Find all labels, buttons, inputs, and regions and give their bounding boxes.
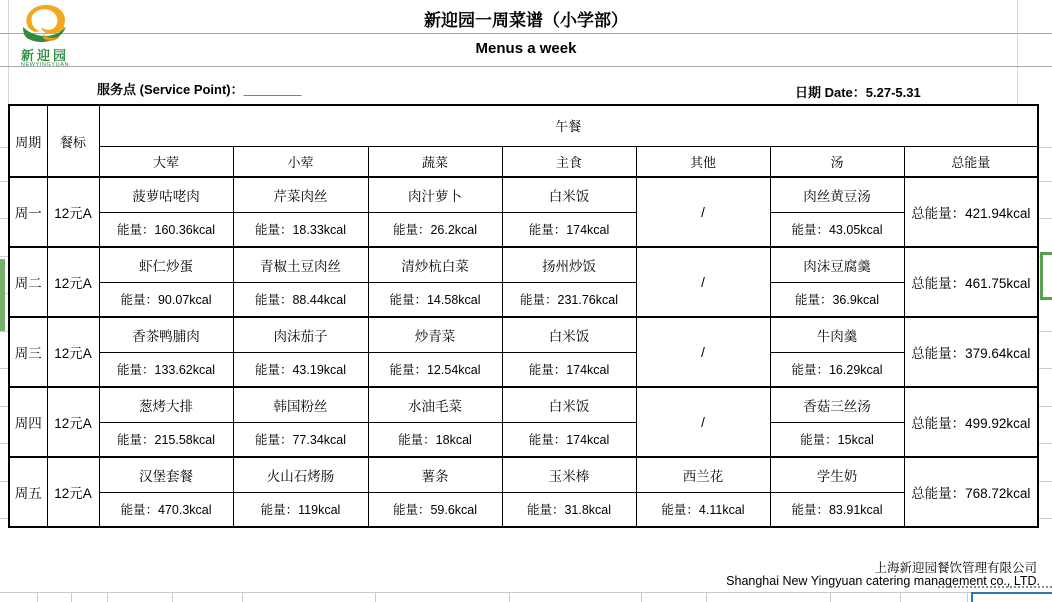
cell-energy[interactable]: 能量：88.44kcal [233,282,368,317]
cell-total[interactable]: 总能量：379.64kcal [904,317,1038,387]
gridline [0,592,1052,593]
cell-other-slash[interactable]: / [636,177,770,247]
cell-dish[interactable]: 香菇三丝汤 [770,387,904,422]
cell-energy[interactable]: 能量：18.33kcal [233,212,368,247]
cell-price[interactable]: 12元A [47,177,99,247]
gridline [1039,443,1052,444]
cell-dish[interactable]: 白米饭 [502,317,636,352]
cell-day[interactable]: 周三 [9,317,47,387]
cell-dish[interactable]: 葱烤大排 [99,387,233,422]
header-cell-staple[interactable]: 主食 [502,146,636,177]
cell-dish[interactable]: 青椒土豆肉丝 [233,247,368,282]
cell-dish[interactable]: 白米饭 [502,177,636,212]
company-logo-graphic [13,1,77,47]
gridline [37,592,38,602]
cell-energy[interactable]: 能量：160.36kcal [99,212,233,247]
cell-day[interactable]: 周五 [9,457,47,527]
gridline [1039,406,1052,407]
cell-dish[interactable]: 肉汁萝卜 [368,177,502,212]
header-cell-period[interactable]: 周期 [9,105,47,177]
cell-energy[interactable]: 能量：4.11kcal [636,492,770,527]
gridline [71,592,72,602]
cell-energy[interactable]: 能量：90.07kcal [99,282,233,317]
gridline [900,592,901,602]
cell-price[interactable]: 12元A [47,387,99,457]
cell-price[interactable]: 12元A [47,247,99,317]
cell-total[interactable]: 总能量：461.75kcal [904,247,1038,317]
gridline [706,592,707,602]
cell-energy[interactable]: 能量：174kcal [502,352,636,387]
divider-line [0,66,1052,67]
cell-energy[interactable]: 能量：83.91kcal [770,492,904,527]
page-subtitle: Menus a week [475,40,577,57]
gridline [641,592,642,602]
header-cell-lunch[interactable]: 午餐 [99,105,1038,146]
cell-energy[interactable]: 能量：215.58kcal [99,422,233,457]
cell-energy[interactable]: 能量：43.05kcal [770,212,904,247]
cell-other-slash[interactable]: / [636,247,770,317]
cell-energy[interactable]: 能量：119kcal [233,492,368,527]
gridline [172,592,173,602]
header-cell-side-meat[interactable]: 小荤 [233,146,368,177]
cell-energy[interactable]: 能量：16.29kcal [770,352,904,387]
cell-energy[interactable]: 能量：31.8kcal [502,492,636,527]
cell-price[interactable]: 12元A [47,317,99,387]
cell-total[interactable]: 总能量：768.72kcal [904,457,1038,527]
cell-total[interactable]: 总能量：499.92kcal [904,387,1038,457]
cell-dish[interactable]: 水油毛菜 [368,387,502,422]
cell-dish[interactable]: 清炒杭白菜 [368,247,502,282]
cell-dish[interactable]: 学生奶 [770,457,904,492]
gridline [375,592,376,602]
gridline [0,368,8,369]
remote-cell-selection[interactable] [971,592,1052,602]
cell-dish[interactable]: 牛肉羹 [770,317,904,352]
gridline [0,147,8,148]
gridline [967,592,968,602]
cell-energy[interactable]: 能量：12.54kcal [368,352,502,387]
gridline [509,592,510,602]
cell-dish[interactable]: 白米饭 [502,387,636,422]
cell-energy[interactable]: 能量：470.3kcal [99,492,233,527]
header-cell-main-meat[interactable]: 大荤 [99,146,233,177]
cell-dish[interactable]: 汉堡套餐 [99,457,233,492]
gridline [1039,331,1052,332]
cell-dish[interactable]: 玉米棒 [502,457,636,492]
gridline [1039,481,1052,482]
page-title: 新迎园一周菜谱（小学部） [424,11,628,30]
cell-dish[interactable]: 肉丝黄豆汤 [770,177,904,212]
divider-line [0,33,1052,34]
header-cell-soup[interactable]: 汤 [770,146,904,177]
cell-other-slash[interactable]: / [636,387,770,457]
row-header-highlight [0,259,5,331]
active-cell-selection[interactable] [1040,252,1052,300]
cell-energy[interactable]: 能量：77.34kcal [233,422,368,457]
page-break-dotted-line [938,586,1052,588]
footer-company-en: Shanghai New Yingyuan catering management co., LTD. [726,574,1040,588]
cell-day[interactable]: 周四 [9,387,47,457]
cell-energy[interactable]: 能量：36.9kcal [770,282,904,317]
cell-other-slash[interactable]: / [636,317,770,387]
menu-table [8,104,1039,528]
gridline [0,406,8,407]
cell-dish[interactable]: 香茶鸭脯肉 [99,317,233,352]
cell-energy[interactable]: 能量：43.19kcal [233,352,368,387]
header-cell-vegetable[interactable]: 蔬菜 [368,146,502,177]
logo-name-en: NEWYINGYUAN [20,62,70,68]
gridline [242,592,243,602]
cell-energy[interactable]: 能量：15kcal [770,422,904,457]
gridline [107,592,108,602]
cell-energy[interactable]: 能量：18kcal [368,422,502,457]
cell-dish[interactable]: 西兰花 [636,457,770,492]
cell-day[interactable]: 周一 [9,177,47,247]
cell-energy[interactable]: 能量：231.76kcal [502,282,636,317]
cell-dish[interactable]: 薯条 [368,457,502,492]
cell-dish[interactable]: 肉沫豆腐羹 [770,247,904,282]
gridline [830,592,831,602]
gridline [1039,368,1052,369]
date-label: 日期 Date：5.27-5.31 [795,85,921,100]
cell-dish[interactable]: 韩国粉丝 [233,387,368,422]
cell-energy[interactable]: 能量：174kcal [502,212,636,247]
logo-name-cn: 新迎园 [20,48,69,63]
gridline [0,181,8,182]
cell-energy[interactable]: 能量：26.2kcal [368,212,502,247]
cell-energy[interactable]: 能量：14.58kcal [368,282,502,317]
cell-dish[interactable]: 虾仁炒蛋 [99,247,233,282]
gridline [0,518,8,519]
header-cell-meal-standard[interactable]: 餐标 [47,105,99,177]
header-cell-total-energy[interactable]: 总能量 [904,146,1038,177]
cell-energy[interactable]: 能量：133.62kcal [99,352,233,387]
gridline [1039,181,1052,182]
gridline [0,218,8,219]
cell-dish[interactable]: 肉沫茄子 [233,317,368,352]
cell-energy[interactable]: 能量：174kcal [502,422,636,457]
company-logo [10,1,80,69]
cell-dish[interactable]: 炒青菜 [368,317,502,352]
cell-total[interactable]: 总能量：421.94kcal [904,177,1038,247]
cell-dish[interactable]: 芹菜肉丝 [233,177,368,212]
gridline [0,331,8,332]
cell-dish[interactable]: 扬州炒饭 [502,247,636,282]
gridline [1039,218,1052,219]
service-point-label: 服务点 (Service Point)：________ [97,82,302,97]
cell-price[interactable]: 12元A [47,457,99,527]
gridline [1039,518,1052,519]
cell-day[interactable]: 周二 [9,247,47,317]
cell-dish[interactable]: 火山石烤肠 [233,457,368,492]
gridline [0,481,8,482]
gridline [0,256,8,257]
header-cell-other[interactable]: 其他 [636,146,770,177]
gridline [1039,147,1052,148]
cell-energy[interactable]: 能量：59.6kcal [368,492,502,527]
gridline [0,443,8,444]
cell-dish[interactable]: 菠萝咕咾肉 [99,177,233,212]
footer-company-cn: 上海新迎园餐饮管理有限公司 [874,561,1037,575]
